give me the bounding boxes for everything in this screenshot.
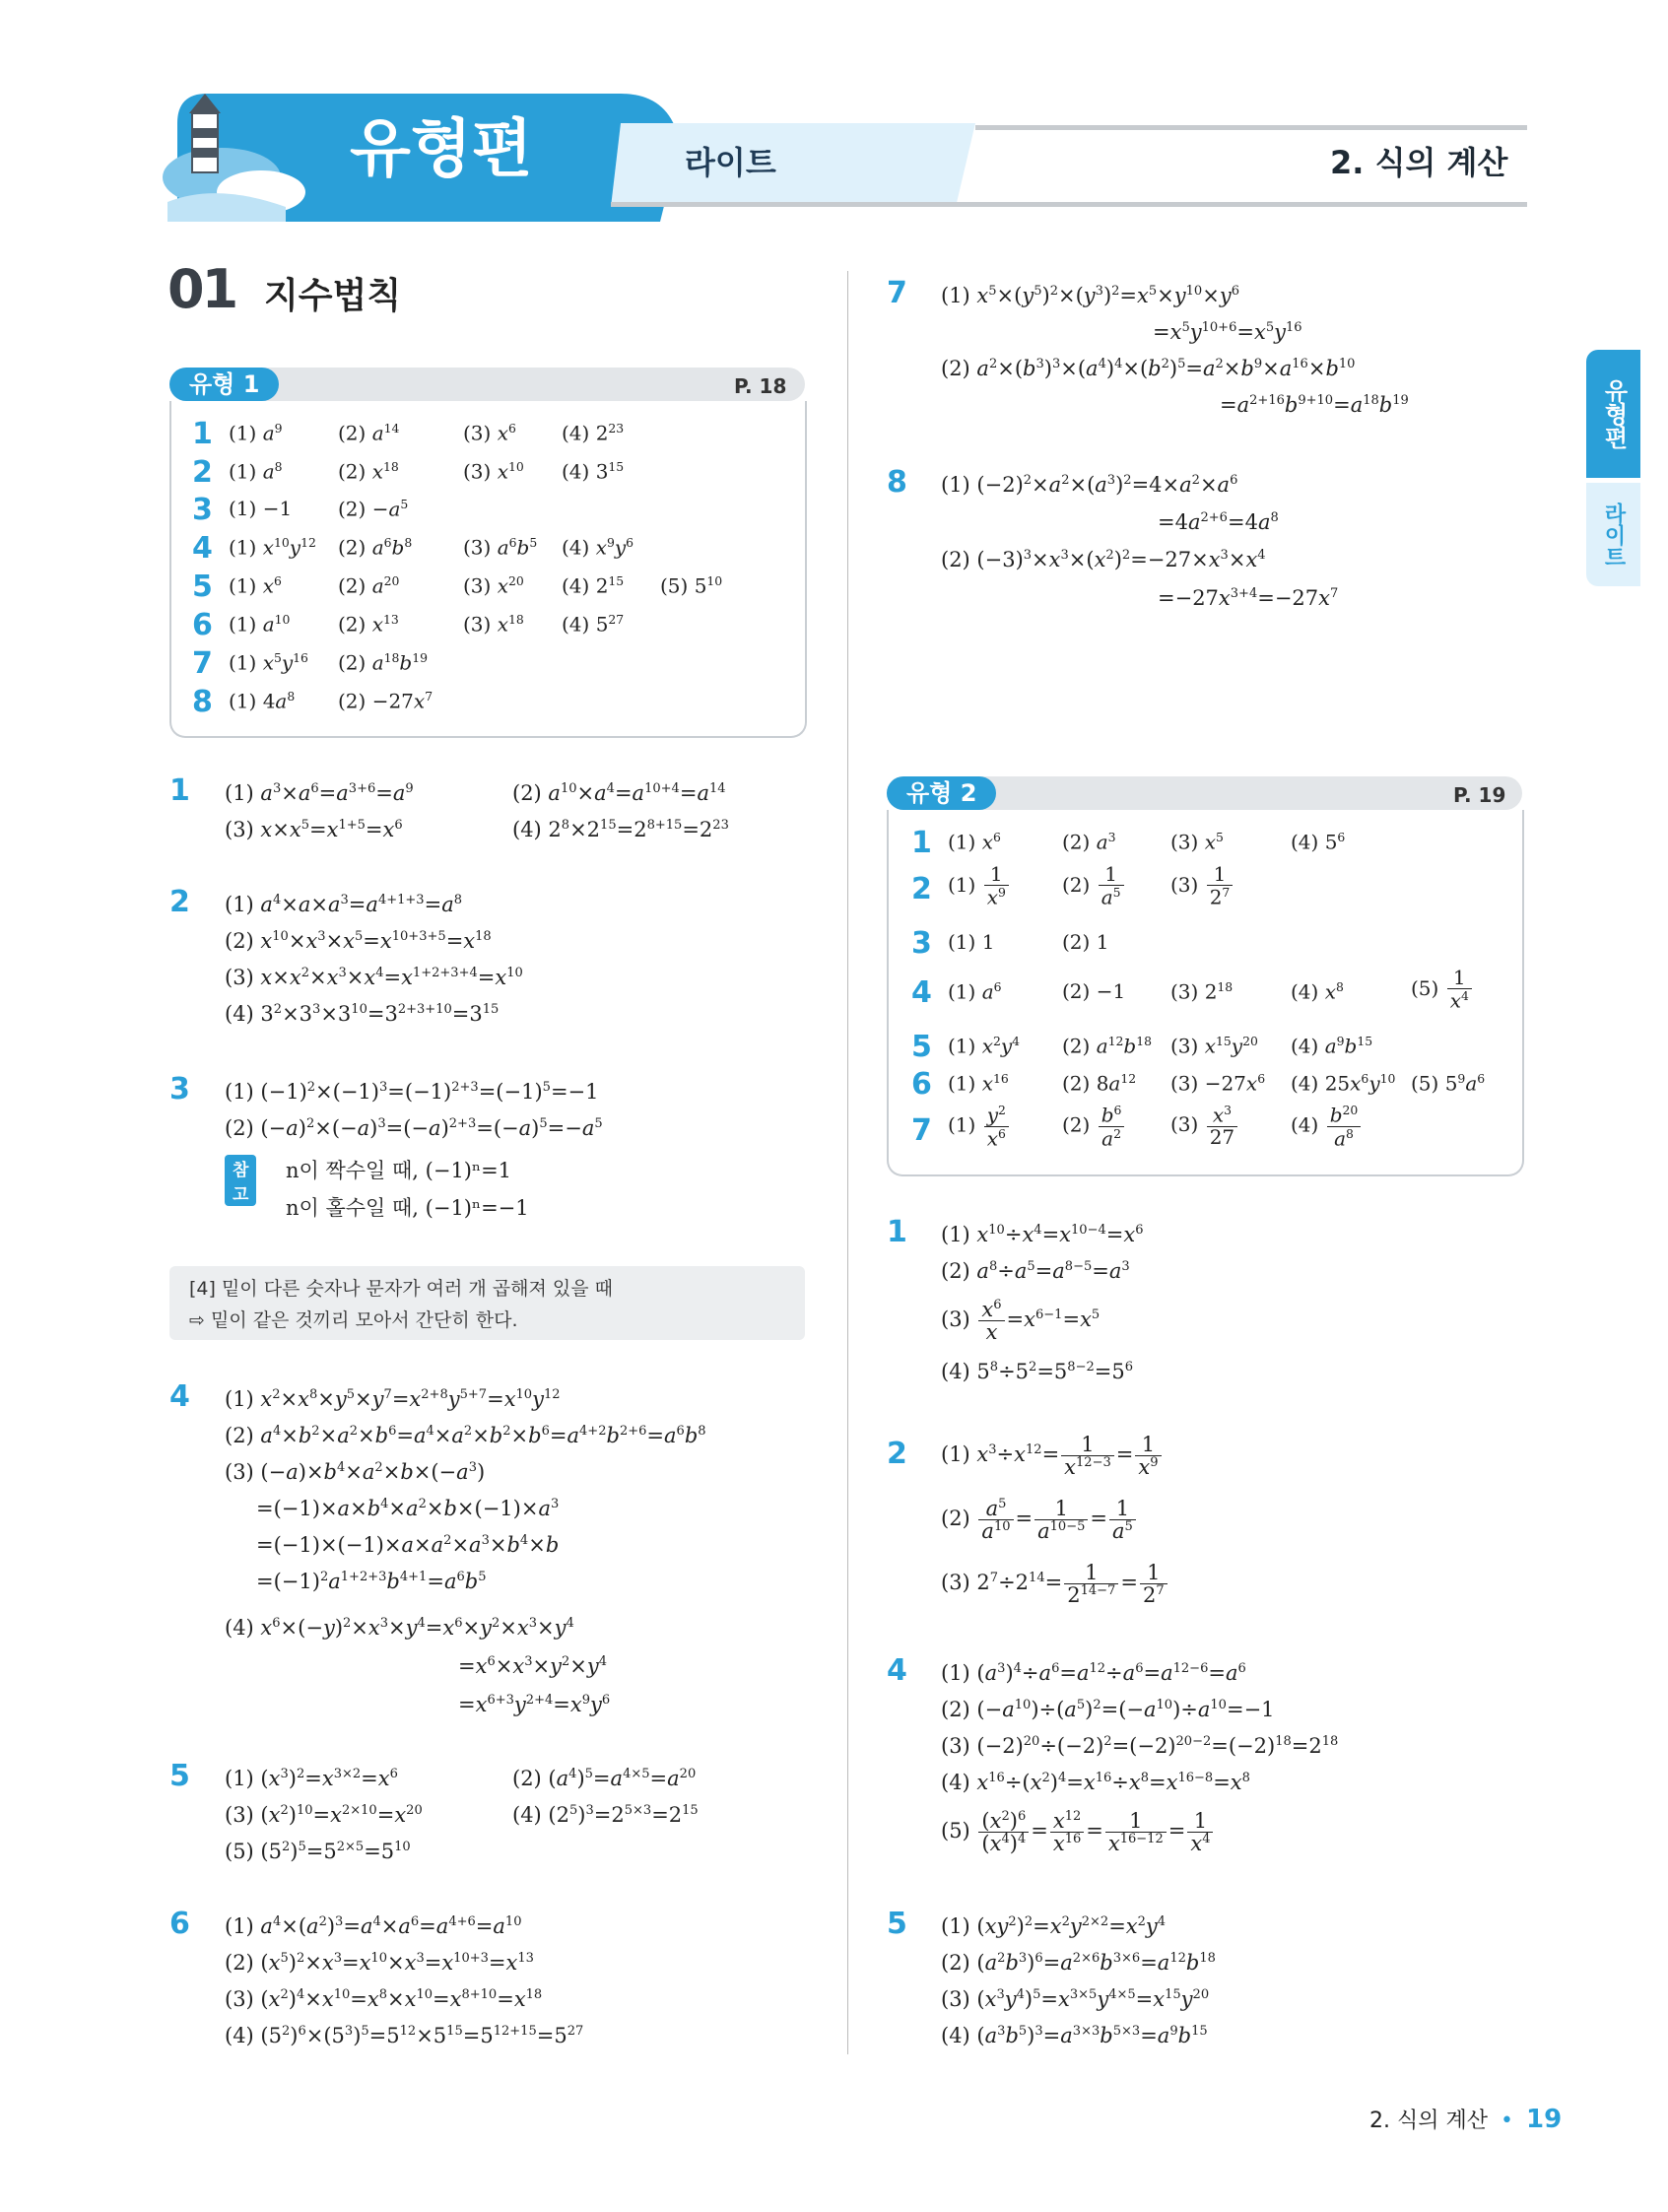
note-line2: n이 홀수일 때, (−1)ⁿ=−1 bbox=[286, 1196, 529, 1220]
sol5-num: 5 bbox=[169, 1759, 190, 1793]
sol1-num: 1 bbox=[169, 773, 190, 808]
sol7-num: 7 bbox=[887, 276, 907, 310]
sol8-num: 8 bbox=[887, 465, 907, 500]
footer bbox=[1369, 2104, 1562, 2134]
header-level: 라이트 bbox=[685, 144, 776, 181]
t1-row1: (1) $a^9$ bbox=[229, 421, 283, 445]
t1-row4-num: 4 bbox=[192, 531, 213, 566]
footer-page: 19 bbox=[1525, 2105, 1563, 2134]
sol3-num: 3 bbox=[169, 1072, 190, 1106]
t1-row1-num: 1 bbox=[192, 417, 213, 451]
side-tab-top: 유형편 bbox=[1586, 350, 1640, 478]
t1-row6-num: 6 bbox=[192, 608, 213, 642]
header-chapter: 2. 식의 계산 bbox=[1330, 144, 1508, 181]
t1-row7-num: 7 bbox=[192, 646, 213, 681]
sol4-num: 4 bbox=[169, 1379, 190, 1414]
t1-row8-num: 8 bbox=[192, 685, 213, 719]
type2-tag: 유형 2 bbox=[887, 776, 996, 810]
footer-bullet: • bbox=[1501, 2109, 1513, 2133]
type2-page: P. 19 bbox=[1453, 783, 1506, 807]
header-banner bbox=[148, 84, 1527, 222]
type1-page: P. 18 bbox=[734, 374, 787, 398]
sol6-num: 6 bbox=[169, 1907, 190, 1941]
note-badge: 참고 bbox=[225, 1155, 256, 1206]
footer-chapter: 2. 식의 계산 bbox=[1369, 2109, 1488, 2133]
side-tab-bottom: 라이트 bbox=[1586, 483, 1640, 586]
t1-row2-num: 2 bbox=[192, 455, 213, 490]
note-line1: n이 짝수일 때, (−1)ⁿ=1 bbox=[286, 1159, 512, 1182]
column-divider bbox=[847, 271, 848, 2054]
section-title: 지수법칙 bbox=[264, 276, 402, 316]
t1-row5-num: 5 bbox=[192, 570, 213, 604]
tip-line1: [4] 밑이 다른 숫자나 문자가 여러 개 곱해져 있을 때 bbox=[189, 1278, 613, 1300]
side-tab bbox=[1586, 350, 1640, 586]
header-title: 유형편 bbox=[350, 113, 533, 186]
tip-line2: ⇨ 밑이 같은 것끼리 모아서 간단히 한다. bbox=[189, 1309, 518, 1331]
type1-answer-box bbox=[169, 401, 807, 738]
sol2-num: 2 bbox=[169, 885, 190, 919]
type1-tag: 유형 1 bbox=[169, 368, 279, 401]
section-number: 01 bbox=[167, 258, 236, 320]
t1-row3-num: 3 bbox=[192, 493, 213, 527]
